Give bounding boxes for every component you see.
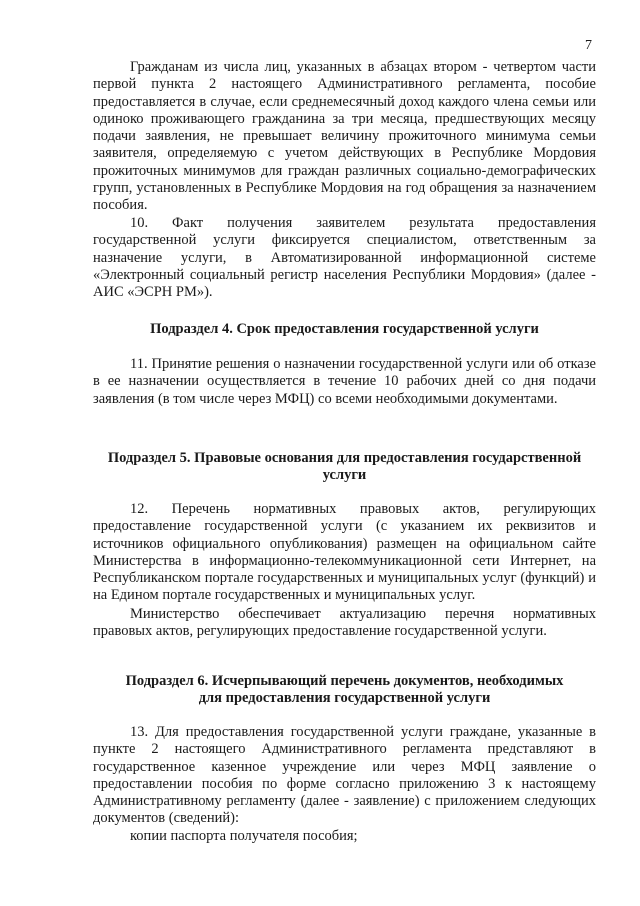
paragraph-ministry xyxy=(93,606,596,641)
paragraph-text: Министерство обеспечивает актуализацию перечня нормативных правовых актов, регулирующих предоставление государственной услуги. xyxy=(93,606,596,640)
section-heading: Подраздел 4. Срок предоставления государственной услуги xyxy=(150,321,539,337)
list-item: копии паспорта получателя пособия; xyxy=(130,828,358,844)
paragraph-passport xyxy=(93,828,596,845)
paragraph-13 xyxy=(93,724,596,828)
paragraph-11 xyxy=(93,356,596,408)
paragraph-text: 12. Перечень нормативных правовых актов, регулирующих предоставление государственной услуги (с указанием их реквизитов и источников официального опубликования) размещен на официальном сайте Министерства в информационно-телекоммуникационной сети Интернет, на Республиканском портале государственных и муниципальных услуг (функций) и на Едином портале государственных и муниципальных услуг. xyxy=(93,501,596,604)
paragraph-12 xyxy=(93,501,596,605)
paragraph-text: Гражданам из числа лиц, указанных в абзацах втором - четвертом части первой пункта 2 настоящего Административного регламента, пособие предоставляется в случае, если среднемесячный доход каждого члена семьи или одиноко проживающего гражданина за три месяца, предшествующих месяцу подачи заявления, не превышает величину прожиточного минимума семьи заявителя, определяемую с учетом действующих в Республике Мордовия прожиточных минимумов для граждан различных социально-демографических групп, установленных в Республике Мордовия на год обращения за назначением пособия. xyxy=(93,59,596,214)
paragraph-text: 13. Для предоставления государственной услуги граждане, указанные в пункте 2 настоящего Административного регламента представляют в государственное казенное учреждение или через МФЦ заявление о предоставлении пособия по форме согласно приложению 3 к настоящему Административному регламенту (далее - заявление) с приложением следующих документов (сведений): xyxy=(93,724,596,827)
paragraph-income-condition xyxy=(93,59,596,215)
paragraph-10 xyxy=(93,215,596,301)
heading-subsection-4 xyxy=(93,321,596,338)
section-heading-line-2: для предоставления государственной услуги xyxy=(198,690,491,707)
heading-subsection-5 xyxy=(93,450,596,485)
heading-subsection-6 xyxy=(93,673,596,708)
paragraph-text: 10. Факт получения заявителем результата предоставления государственной услуги фиксируется специалистом, ответственным за назначение услуги, в Автоматизированной информационной системе «Электронный социальный регистр населения Республики Мордовия» (далее - АИС «ЭСРН РМ»). xyxy=(93,215,596,301)
page-number: 7 xyxy=(585,38,592,53)
section-heading-line-1: Подраздел 6. Исчерпывающий перечень документов, необходимых xyxy=(125,673,564,689)
paragraph-text: 11. Принятие решения о назначении государственной услуги или об отказе в ее назначении осуществляется в течение 10 рабочих дней со дня подачи заявления (в том числе через МФЦ) со всеми необходимыми документами. xyxy=(93,356,596,407)
section-heading: Подраздел 5. Правовые основания для предоставления государственной услуги xyxy=(107,450,582,484)
